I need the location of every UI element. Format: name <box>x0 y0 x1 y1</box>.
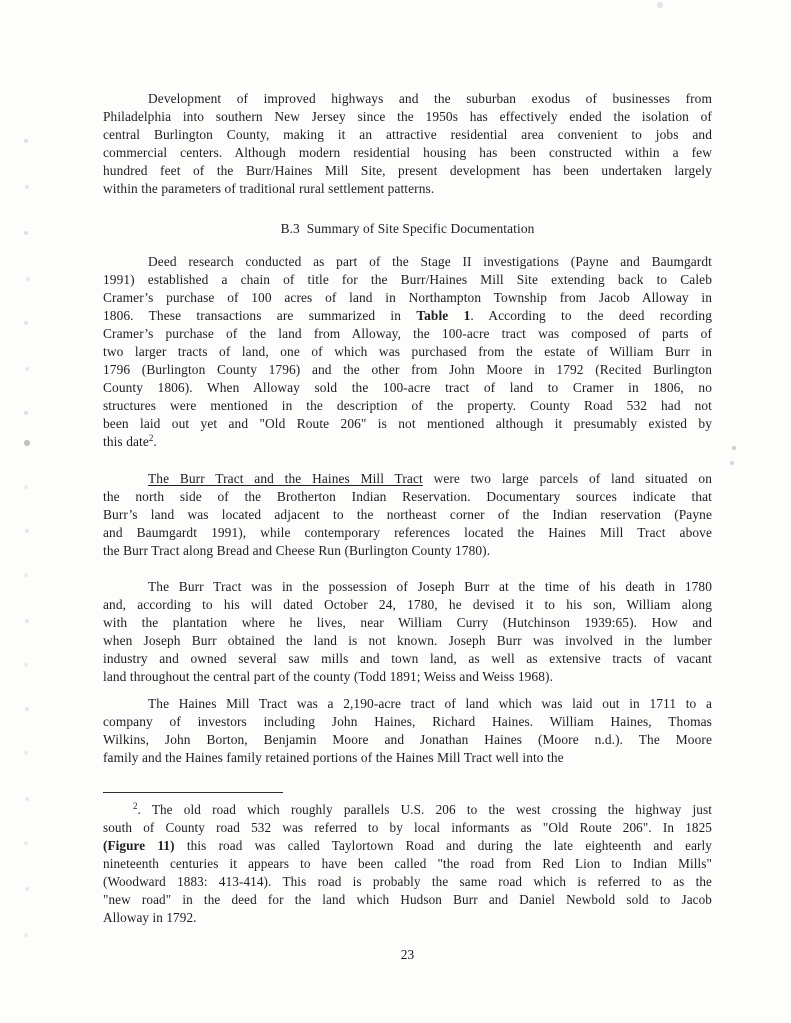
text-line: the north side of the Brotherton Indian Reservation. Documentary sources indicate that <box>103 489 712 504</box>
paragraph <box>103 253 712 451</box>
page-number: 23 <box>400 947 415 962</box>
text-line: "new road" in the deed for the land which Hudson Burr and Daniel Newbold sold to Jacob <box>103 892 712 907</box>
rule <box>103 792 283 793</box>
text-line: 1991) established a chain of title for the Burr/Haines Mill Site extending back to Caleb <box>103 272 712 287</box>
text-line: commercial centers. Although modern residential housing has been constructed within a few <box>103 145 712 160</box>
paragraph <box>103 90 712 198</box>
text-line: and Baumgardt 1991), while contemporary references located the Haines Mill Tract above <box>103 525 712 540</box>
text-line: $^2$. The old road which roughly parallels U.S. 206 to the west crossing the highway just <box>133 801 712 817</box>
paragraph <box>103 695 712 767</box>
text-line: (Figure 11) this road was called Taylortown Road and during the late eighteenth and early <box>103 838 712 853</box>
text-line: The Haines Mill Tract was a 2,190-acre tract of land which was laid out in 1711 to a <box>148 696 712 711</box>
text-line: 1796 (Burlington County 1796) and the other from John Moore in 1792 (Recited Burlington <box>103 362 712 377</box>
footnote <box>103 801 712 927</box>
text-line: Development of improved highways and the suburban exodus of businesses from <box>148 91 712 106</box>
text-line: The Burr Tract was in the possession of Joseph Burr at the time of his death in 1780 <box>148 579 712 594</box>
text-line: B.3 Summary of Site Specific Documentation <box>280 221 535 236</box>
text-line: County 1806). When Alloway sold the 100-acre tract of land to Cramer in 1806, no <box>103 380 712 395</box>
text-line: land throughout the central part of the county (Todd 1891; Weiss and Weiss 1968). <box>103 669 554 684</box>
text-line: The Burr Tract and the Haines Mill Tract were two large parcels of land situated on <box>148 471 712 486</box>
text-line: hundred feet of the Burr/Haines Mill Site, present development has been undertaken largely <box>103 163 712 178</box>
scan-artifacts <box>0 0 2 2</box>
text-line: Cramer’s purchase of 100 acres of land in Northampton Township from Jacob Alloway in <box>103 290 712 305</box>
text-line: been laid out yet and "Old Route 206" is not mentioned although it presumably existed by <box>103 416 712 431</box>
text-line: industry and owned several saw mills and town land, as well as extensive tracts of vacant <box>103 651 712 666</box>
paragraph <box>103 578 712 686</box>
heading <box>103 220 712 238</box>
text-line: south of County road 532 was referred to by local informants as "Old Route 206". In 1825 <box>103 820 712 835</box>
text-line: nineteenth centuries it appears to have been called "the road from Red Lion to Indian Mills" <box>103 856 712 871</box>
text-line: this date$^2$. <box>103 433 157 449</box>
text-line: the Burr Tract along Bread and Cheese Run (Burlington County 1780). <box>103 543 491 558</box>
text-line: Philadelphia into southern New Jersey since the 1950s has effectively ended the isolation of <box>103 109 712 124</box>
text-line: Burr’s land was located adjacent to the northeast corner of the Indian reservation (Payne <box>103 507 712 522</box>
text-line: central Burlington County, making it an attractive residential area convenient to jobs and <box>103 127 712 142</box>
text-line: and, according to his will dated October 24, 1780, he devised it to his son, William along <box>103 597 712 612</box>
text-line: 1806. These transactions are summarized in Table 1. According to the deed recording <box>103 308 712 323</box>
text-line: company of investors including John Haines, Richard Haines. William Haines, Thomas <box>103 714 712 729</box>
text-line: Wilkins, John Borton, Benjamin Moore and Jonathan Haines (Moore n.d.). The Moore <box>103 732 712 747</box>
text-line: two larger tracts of land, one of which was purchased from the estate of William Burr in <box>103 344 712 359</box>
text-line: structures were mentioned in the description of the property. County Road 532 had not <box>103 398 712 413</box>
text-line: within the parameters of traditional rural settlement patterns. <box>103 181 435 196</box>
text-line: with the plantation where he lives, near William Curry (Hutchinson 1939:65). How and <box>103 615 712 630</box>
paragraph <box>103 470 712 560</box>
text-line: Deed research conducted as part of the Stage II investigations (Payne and Baumgardt <box>148 254 712 269</box>
text-line: Alloway in 1792. <box>103 910 197 925</box>
text-line: Cramer’s purchase of the land from Alloway, the 100-acre tract was composed of parts of <box>103 326 712 341</box>
text-line: family and the Haines family retained portions of the Haines Mill Tract well into the <box>103 750 564 765</box>
text-line: when Joseph Burr obtained the land is not known. Joseph Burr was involved in the lumber <box>103 633 712 648</box>
text-line: (Woodward 1883: 413-414). This road is probably the same road which is referred to as the <box>103 874 712 889</box>
